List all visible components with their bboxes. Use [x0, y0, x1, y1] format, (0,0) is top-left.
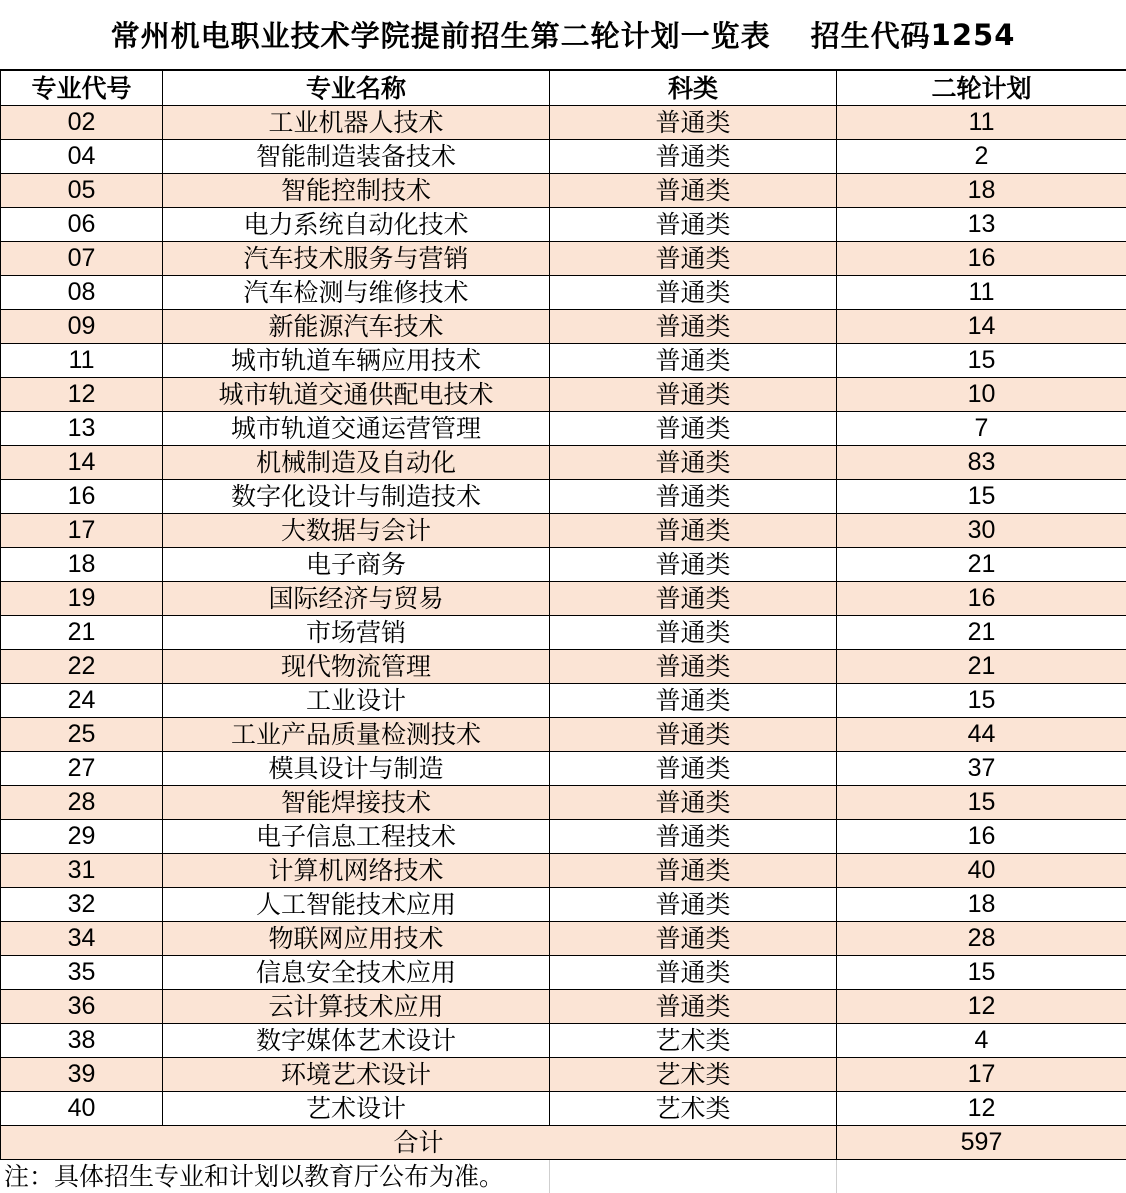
- major-code-cell: 05: [1, 174, 163, 208]
- major-code-cell: 34: [1, 922, 163, 956]
- category-cell: 艺术类: [550, 1092, 837, 1126]
- major-name-cell: 市场营销: [163, 616, 550, 650]
- major-code-cell: 28: [1, 786, 163, 820]
- major-name-cell: 现代物流管理: [163, 650, 550, 684]
- category-cell: 普通类: [550, 616, 837, 650]
- major-code-cell: 27: [1, 752, 163, 786]
- major-code-cell: 21: [1, 616, 163, 650]
- table-row: [1, 718, 1126, 752]
- plan-count-cell: 17: [837, 1058, 1126, 1092]
- plan-count-cell: 44: [837, 718, 1126, 752]
- table-row: [1, 174, 1126, 208]
- category-cell: 普通类: [550, 650, 837, 684]
- major-name-cell: 工业设计: [163, 684, 550, 718]
- plan-count-cell: 40: [837, 854, 1126, 888]
- major-code-cell: 31: [1, 854, 163, 888]
- plan-count-cell: 15: [837, 956, 1126, 990]
- table-row: [1, 378, 1126, 412]
- plan-count-cell: 21: [837, 548, 1126, 582]
- major-code-cell: 13: [1, 412, 163, 446]
- table-row: [1, 1024, 1126, 1058]
- major-code-cell: 40: [1, 1092, 163, 1126]
- table-row: [1, 140, 1126, 174]
- major-code-cell: 11: [1, 344, 163, 378]
- plan-count-cell: 21: [837, 650, 1126, 684]
- major-name-cell: 云计算技术应用: [163, 990, 550, 1024]
- plan-count-cell: 14: [837, 310, 1126, 344]
- category-cell: 普通类: [550, 412, 837, 446]
- major-code-cell: 09: [1, 310, 163, 344]
- major-code-cell: 39: [1, 1058, 163, 1092]
- major-code-cell: 29: [1, 820, 163, 854]
- category-cell: 普通类: [550, 242, 837, 276]
- major-name-cell: 计算机网络技术: [163, 854, 550, 888]
- table-row: [1, 208, 1126, 242]
- table-row: [1, 310, 1126, 344]
- major-code-cell: 02: [1, 106, 163, 140]
- major-code-cell: 32: [1, 888, 163, 922]
- major-name-cell: 汽车检测与维修技术: [163, 276, 550, 310]
- plan-count-cell: 16: [837, 242, 1126, 276]
- table-row: [1, 684, 1126, 718]
- header-second-round-plan: 二轮计划: [837, 71, 1126, 106]
- plan-count-cell: 21: [837, 616, 1126, 650]
- major-name-cell: 机械制造及自动化: [163, 446, 550, 480]
- category-cell: 普通类: [550, 174, 837, 208]
- major-code-cell: 12: [1, 378, 163, 412]
- major-name-cell: 新能源汽车技术: [163, 310, 550, 344]
- major-name-cell: 国际经济与贸易: [163, 582, 550, 616]
- major-name-cell: 模具设计与制造: [163, 752, 550, 786]
- major-name-cell: 物联网应用技术: [163, 922, 550, 956]
- enrollment-code-label: 招生代码: [810, 19, 931, 53]
- category-cell: 普通类: [550, 718, 837, 752]
- major-name-cell: 艺术设计: [163, 1092, 550, 1126]
- plan-count-cell: 12: [837, 1092, 1126, 1126]
- table-row: [1, 514, 1126, 548]
- table-row: [1, 548, 1126, 582]
- major-code-cell: 04: [1, 140, 163, 174]
- plan-count-cell: 10: [837, 378, 1126, 412]
- category-cell: 普通类: [550, 140, 837, 174]
- total-value: 597: [837, 1126, 1126, 1160]
- major-code-cell: 22: [1, 650, 163, 684]
- table-row: [1, 344, 1126, 378]
- plan-count-cell: 4: [837, 1024, 1126, 1058]
- total-row: [1, 1126, 1126, 1160]
- category-cell: 普通类: [550, 990, 837, 1024]
- plan-count-cell: 15: [837, 786, 1126, 820]
- header-major-code: 专业代号: [1, 71, 163, 106]
- table-row: [1, 888, 1126, 922]
- category-cell: 普通类: [550, 480, 837, 514]
- footnote: 注：具体招生专业和计划以教育厅公布为准。: [4, 1162, 505, 1191]
- table-row: [1, 820, 1126, 854]
- plan-count-cell: 28: [837, 922, 1126, 956]
- category-cell: 普通类: [550, 956, 837, 990]
- plan-count-cell: 11: [837, 276, 1126, 310]
- plan-count-cell: 12: [837, 990, 1126, 1024]
- plan-count-cell: 16: [837, 582, 1126, 616]
- plan-count-cell: 15: [837, 344, 1126, 378]
- major-code-cell: 18: [1, 548, 163, 582]
- table-row: [1, 650, 1126, 684]
- category-cell: 普通类: [550, 276, 837, 310]
- header-major-name: 专业名称: [163, 71, 550, 106]
- category-cell: 普通类: [550, 752, 837, 786]
- category-cell: 普通类: [550, 582, 837, 616]
- major-name-cell: 智能焊接技术: [163, 786, 550, 820]
- table-row: [1, 242, 1126, 276]
- major-name-cell: 大数据与会计: [163, 514, 550, 548]
- title-main: 常州机电职业技术学院提前招生第二轮计划一览表: [110, 19, 771, 53]
- major-name-cell: 智能制造装备技术: [163, 140, 550, 174]
- major-name-cell: 数字媒体艺术设计: [163, 1024, 550, 1058]
- table-row: [1, 956, 1126, 990]
- table-header: [1, 71, 1126, 106]
- category-cell: 普通类: [550, 888, 837, 922]
- major-name-cell: 电子信息工程技术: [163, 820, 550, 854]
- major-code-cell: 38: [1, 1024, 163, 1058]
- table-row: [1, 106, 1126, 140]
- total-label: 合计: [1, 1126, 837, 1160]
- header-category: 科类: [550, 71, 837, 106]
- category-cell: 艺术类: [550, 1058, 837, 1092]
- enrollment-code-value: 1254: [930, 17, 1016, 52]
- category-cell: 普通类: [550, 684, 837, 718]
- category-cell: 普通类: [550, 820, 837, 854]
- table-row: [1, 854, 1126, 888]
- table-body: [1, 106, 1126, 1126]
- category-cell: 普通类: [550, 378, 837, 412]
- table-row: [1, 786, 1126, 820]
- plan-count-cell: 18: [837, 888, 1126, 922]
- category-cell: 普通类: [550, 922, 837, 956]
- major-code-cell: 17: [1, 514, 163, 548]
- plan-count-cell: 13: [837, 208, 1126, 242]
- major-name-cell: 工业机器人技术: [163, 106, 550, 140]
- table-row: [1, 480, 1126, 514]
- plan-count-cell: 18: [837, 174, 1126, 208]
- major-name-cell: 智能控制技术: [163, 174, 550, 208]
- major-name-cell: 数字化设计与制造技术: [163, 480, 550, 514]
- major-code-cell: 36: [1, 990, 163, 1024]
- major-code-cell: 24: [1, 684, 163, 718]
- table-row: [1, 446, 1126, 480]
- major-name-cell: 城市轨道车辆应用技术: [163, 344, 550, 378]
- table-row: [1, 582, 1126, 616]
- plan-count-cell: 30: [837, 514, 1126, 548]
- plan-count-cell: 7: [837, 412, 1126, 446]
- table-row: [1, 616, 1126, 650]
- plan-count-cell: 11: [837, 106, 1126, 140]
- major-code-cell: 35: [1, 956, 163, 990]
- major-name-cell: 人工智能技术应用: [163, 888, 550, 922]
- major-code-cell: 14: [1, 446, 163, 480]
- major-name-cell: 信息安全技术应用: [163, 956, 550, 990]
- major-name-cell: 工业产品质量检测技术: [163, 718, 550, 752]
- category-cell: 普通类: [550, 854, 837, 888]
- major-code-cell: 19: [1, 582, 163, 616]
- plan-count-cell: 16: [837, 820, 1126, 854]
- plan-count-cell: 83: [837, 446, 1126, 480]
- table-row: [1, 1058, 1126, 1092]
- major-code-cell: 07: [1, 242, 163, 276]
- major-name-cell: 汽车技术服务与营销: [163, 242, 550, 276]
- category-cell: 普通类: [550, 344, 837, 378]
- major-name-cell: 环境艺术设计: [163, 1058, 550, 1092]
- plan-count-cell: 15: [837, 480, 1126, 514]
- table-row: [1, 276, 1126, 310]
- major-name-cell: 电子商务: [163, 548, 550, 582]
- major-name-cell: 城市轨道交通供配电技术: [163, 378, 550, 412]
- table-row: [1, 990, 1126, 1024]
- plan-count-cell: 15: [837, 684, 1126, 718]
- enrollment-plan-table: [0, 70, 1126, 1160]
- major-name-cell: 电力系统自动化技术: [163, 208, 550, 242]
- major-code-cell: 08: [1, 276, 163, 310]
- page-title: [0, 0, 1126, 70]
- major-code-cell: 16: [1, 480, 163, 514]
- header-row: [1, 71, 1126, 106]
- table-row: [1, 752, 1126, 786]
- table-row: [1, 922, 1126, 956]
- category-cell: 艺术类: [550, 1024, 837, 1058]
- category-cell: 普通类: [550, 514, 837, 548]
- major-code-cell: 06: [1, 208, 163, 242]
- category-cell: 普通类: [550, 208, 837, 242]
- major-name-cell: 城市轨道交通运营管理: [163, 412, 550, 446]
- category-cell: 普通类: [550, 446, 837, 480]
- category-cell: 普通类: [550, 310, 837, 344]
- plan-count-cell: 2: [837, 140, 1126, 174]
- table-row: [1, 412, 1126, 446]
- plan-count-cell: 37: [837, 752, 1126, 786]
- category-cell: 普通类: [550, 106, 837, 140]
- table-row: [1, 1092, 1126, 1126]
- category-cell: 普通类: [550, 548, 837, 582]
- major-code-cell: 25: [1, 718, 163, 752]
- category-cell: 普通类: [550, 786, 837, 820]
